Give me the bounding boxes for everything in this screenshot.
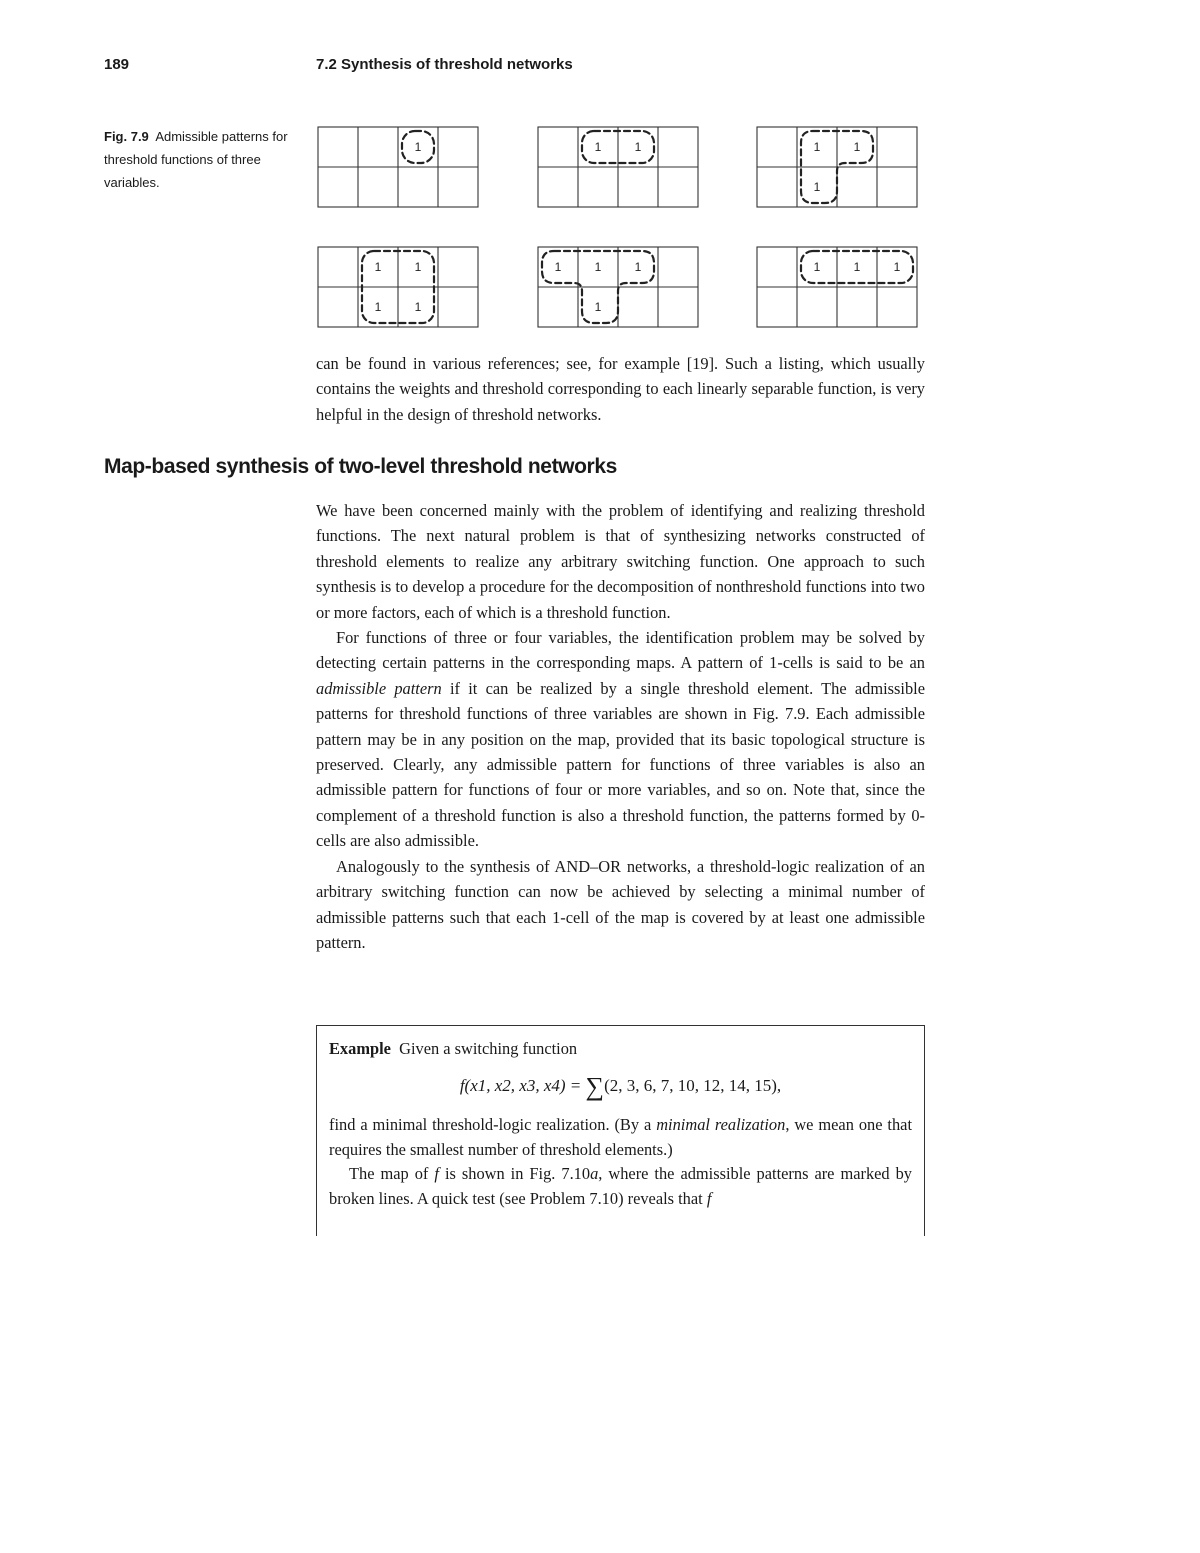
math-symbol: a [590,1164,599,1183]
map-1 [318,127,478,207]
paragraph: Analogously to the synthesis of AND–OR networks, a threshold-logic realization of an arbitrary switching function can now be achieved by selecting a minimal number of admissible patterns such that each 1-cell of the map is covered by at least one admissible pattern. [316,856,925,952]
one-cell: 1 [634,260,642,274]
sum-symbol: ∑ [585,1071,605,1101]
formula-rhs: (2, 3, 6, 7, 10, 12, 14, 15), [604,1075,782,1095]
page-number: 189 [104,56,130,73]
intro-paragraph [316,351,925,427]
example-label: Example [329,1039,391,1058]
emphasis-term: minimal realization [656,1115,786,1134]
one-cell: 1 [554,260,562,274]
one-cell: 1 [813,140,821,154]
example-text: find a minimal threshold-logic realization. (By a [329,1115,657,1134]
example-intro-text: Given a switching function [399,1039,578,1058]
one-cell: 1 [594,260,602,274]
one-cell: 1 [374,300,382,314]
paragraph-text: if it can be realized by a single threshold element. The admissible patterns for threshold functions of three variables are shown in Fig. 7.9. Each admissible pattern may be in any position on the map, provided that its basic topological structure is preserved. Clearly, any admissible pattern for functions of three variables is also an admissible pattern for functions of four or more variables, and so on. Note that, since the complement of a threshold function is also a threshold function, the patterns formed by 0-cells are also admissible. [316,678,925,851]
one-cell: 1 [893,260,901,274]
one-cell: 1 [853,140,861,154]
body-text [316,498,925,955]
example-paragraph [329,1162,912,1211]
figure-label: Fig. 7.9 [104,129,149,144]
one-cell: 1 [414,260,422,274]
one-cell: 1 [634,140,642,154]
formula [329,1071,912,1101]
one-cell: 1 [813,180,821,194]
math-symbol: f [706,1188,712,1208]
emphasis-term: admissible pattern [316,678,442,698]
paragraph-text: For functions of three or four variables, the identification problem may be solved by detecting certain patterns in the corresponding maps. A pattern of 1-cells is said to be an [316,628,925,673]
intro-paragraph-text: can be found in various references; see, for example [19]. Such a listing, which usually contains the weights and threshold corresponding to each linearly separable function, is very helpful in the design of threshold networks. [316,354,925,424]
one-cell: 1 [594,140,602,154]
example-text: , where the admissible patterns are marked by broken lines. A quick test (see Problem 7.10) reveals that [329,1164,912,1208]
example-text: , we mean one that requires the smallest number of threshold elements.) [329,1115,912,1159]
example-intro [329,1037,912,1062]
running-title: 7.2 Synthesis of threshold networks [316,56,573,73]
example-text: is shown in Fig. 7.10 [438,1164,591,1183]
map-4 [318,247,478,327]
map-6 [757,247,917,327]
formula-lhs: f(x1, x2, x3, x4) = [459,1075,582,1095]
figure-caption-text: Admissible patterns for threshold functions of three variables. [104,129,288,190]
one-cell: 1 [594,300,602,314]
example-paragraph [329,1113,912,1162]
map-2 [538,127,698,207]
paragraph [316,625,925,854]
example-content [329,1037,912,1211]
section-title: Map-based synthesis of two-level threshold networks [104,455,617,478]
example-text: The map of [349,1164,435,1183]
paragraph: We have been concerned mainly with the problem of identifying and realizing threshold functions. The next natural problem is that of synthesizing networks constructed of threshold elements to realize any arbitrary switching function. One approach to such synthesis is to develop a procedure for the decomposition of nonthreshold functions into two or more factors, each of which is a threshold function. [316,501,925,622]
example-box [316,1025,925,1236]
math-symbol: f [434,1164,439,1183]
one-cell: 1 [853,260,861,274]
one-cell: 1 [414,300,422,314]
one-cell: 1 [414,140,422,154]
one-cell: 1 [374,260,382,274]
map-3 [757,127,917,207]
admissible-patterns-figure [0,0,1200,340]
one-cell: 1 [813,260,821,274]
map-5 [538,247,698,327]
